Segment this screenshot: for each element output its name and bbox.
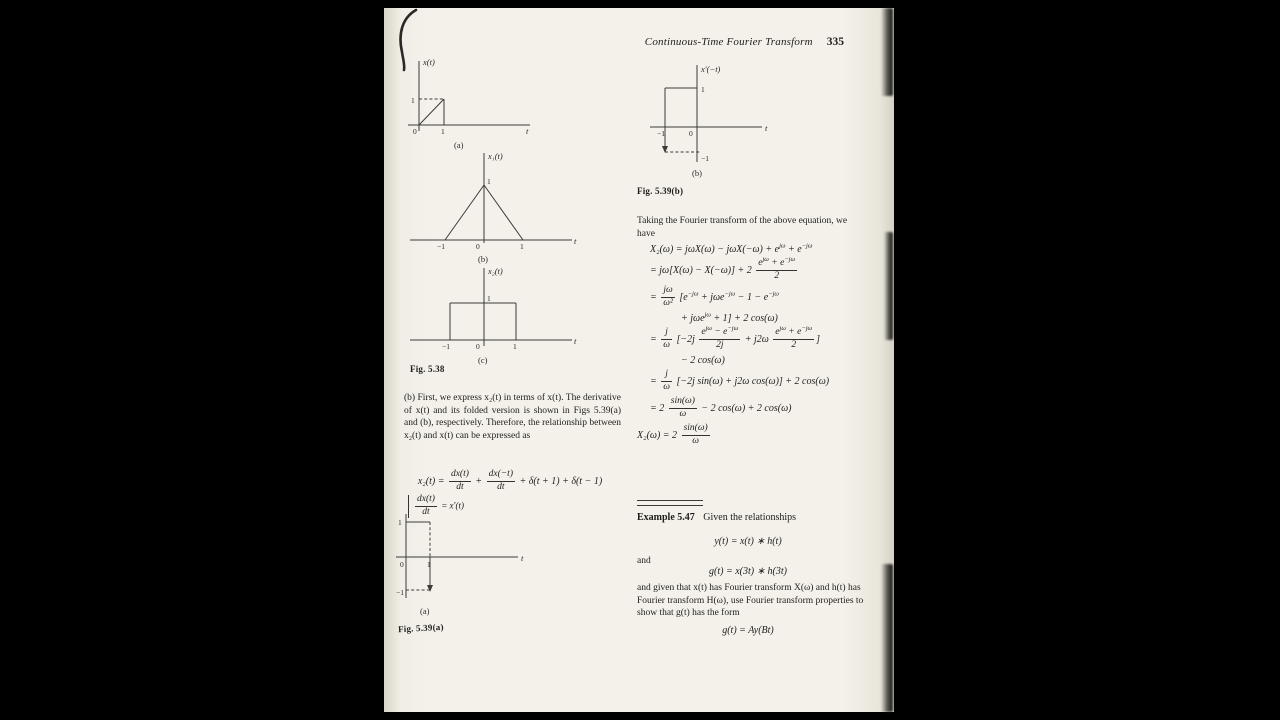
scan-artifact-edge [881, 564, 893, 712]
body-paragraph: (b) First, we express x₂(t) in terms of x(t). The derivative of x(t) and its folded version is shown in Figs 5.39(a) and (b), respectively. Therefore, the relationship between x₂(t) and x(t) can be expressed as [404, 393, 621, 442]
plot-triangle-left [445, 185, 484, 240]
derivation-line: X₂(ω) = 2 $\frac{\sin(\omega)}{\omega}$ [637, 422, 708, 446]
plot-triangle-right [484, 185, 523, 240]
tick-label: 0 [413, 127, 417, 136]
x-axis-label: t [521, 553, 524, 563]
y-axis-label: x′(−t) [701, 64, 721, 74]
x-axis-label: t [574, 336, 577, 346]
equation-g: g(t) = x(3t) ∗ h(3t) [709, 566, 787, 577]
tick-label: 1 [411, 96, 415, 105]
tick-label: 1 [427, 560, 431, 569]
plot-ramp [419, 99, 444, 125]
figure-5-38c [408, 266, 578, 366]
tick-label: 1 [398, 518, 402, 527]
figure-caption: (b) [692, 168, 702, 178]
derivation-line: = $\frac{j}{\omega}$ [−2j $\frac{e^{j\omega} - e^{-j\omega}}{2j}$ + j2ω $\frac{e^{j\omega} + e^{-j\omega}}{2}$ ] [650, 324, 821, 350]
tick-label: 0 [476, 342, 480, 351]
derivation-line: + jωe$^{j\omega}$ + 1] + 2 cos(ω) [681, 311, 778, 324]
figure-caption: (a) [454, 140, 464, 150]
fig-539a-label: Fig. 5.39(a) [397, 621, 444, 635]
section-rule [637, 500, 703, 506]
derivation-line: = jω[X(ω) − X(−ω)] + 2 $\frac{e^{j\omega} + e^{-j\omega}}{2}$ [650, 255, 796, 281]
x-axis-label: t [526, 126, 529, 136]
running-head [645, 36, 844, 48]
example-lead: Given the relationships [703, 512, 797, 523]
fig-538-label: Fig. 5.38 [410, 364, 445, 374]
tick-label: 0 [400, 560, 404, 569]
derivation-line: = $\frac{j\omega}{\text{ω²}}$ [$e^{-j\omega} + j\omega e^{-j\omega} - 1 - e^{-j\omega}$ [650, 284, 780, 308]
derivation-line: $X_2(\omega) = j\omega X(\omega) - j\omega X(-\omega) + e^{j\omega} + e^{-j\omega}$ [650, 242, 813, 255]
equation-g-form: g(t) = Ay(Bt) [722, 625, 774, 636]
example-paragraph: and given that x(t) has Fourier transform X(ω) and h(t) has Fourier transform H(ω), use Fourier transform properties to show that g(t) has the form [637, 583, 864, 619]
figure-5-39b [640, 62, 775, 180]
tick-label: 1 [520, 242, 524, 251]
tick-label: −1 [442, 342, 450, 351]
tick-label: −1 [437, 242, 445, 251]
chapter-title: Continuous-Time Fourier Transform [644, 36, 813, 48]
derivation-line: − 2 cos(ω) [681, 354, 725, 366]
figure-caption: (c) [478, 355, 488, 365]
figure-caption: (a) [420, 606, 430, 616]
tick-label: −1 [701, 154, 709, 163]
derivation-line: = 2 $\frac{\sin(\omega)}{\omega}$ − 2 cos(ω) + 2 cos(ω) [650, 395, 792, 419]
equation-x2t: x₂(t) = $\frac{dx(t)}{dt}$ + $\frac{dx(-t)}{dt}$ + δ(t + 1) + δ(t − 1) [417, 469, 603, 492]
y-axis-label: x(t) [423, 57, 435, 67]
book-page [384, 8, 894, 712]
tick-label: 1 [441, 127, 445, 136]
example-heading [637, 512, 867, 523]
tick-label: 1 [513, 342, 517, 351]
fig-539b-label: Fig. 5.39(b) [637, 186, 684, 196]
equation-y: y(t) = x(t) ∗ h(t) [714, 536, 782, 547]
figure-5-38a [404, 55, 534, 151]
scan-artifact-edge [881, 8, 893, 96]
y-axis-label: x₂(t) [488, 266, 503, 276]
tick-label: 1 [701, 85, 705, 94]
figure-caption: (b) [478, 254, 488, 264]
derivation-intro: Taking the Fourier transform of the above equation, we have [637, 216, 848, 239]
tick-label: 0 [476, 242, 480, 251]
example-title: Example 5.47 [637, 512, 695, 523]
x-axis-label: t [765, 123, 768, 133]
page-number: 335 [826, 36, 844, 48]
derivation-line: = $\frac{j}{\omega}$ [−2j sin(ω) + j2ω cos(ω)] + 2 cos(ω) [650, 368, 830, 392]
figure-5-39a [396, 510, 531, 618]
derivation-block [637, 244, 879, 451]
tick-label: −1 [396, 588, 404, 597]
tick-label: 1 [487, 177, 491, 186]
figure-5-38b [408, 150, 578, 265]
y-axis-label: x₁(t) [488, 151, 503, 161]
tick-label: −1 [657, 129, 665, 138]
tick-label: 0 [689, 129, 693, 138]
scan-artifact-edge [884, 232, 893, 340]
tick-label: 1 [487, 294, 491, 303]
impulse-arrowhead [427, 585, 433, 592]
x-axis-label: t [574, 236, 577, 246]
fig-539a-label-equation: $\frac{dx(t)}{dt}$ = x′(t) [408, 495, 464, 518]
and-connector: and [637, 556, 651, 566]
